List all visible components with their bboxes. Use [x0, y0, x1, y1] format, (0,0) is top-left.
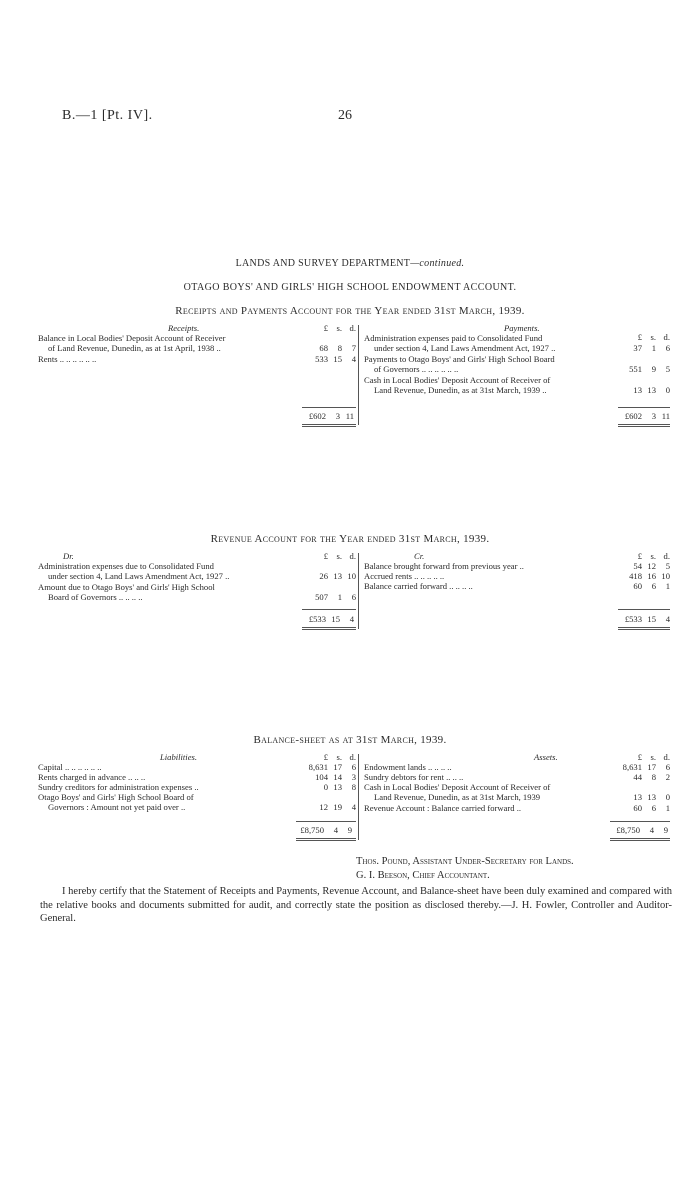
asset-row: Revenue Account : Balance carried forward .. 60 6 1: [364, 803, 670, 813]
revenue-account-title: Revenue Account for the Year ended 31st March, 1939.: [210, 533, 490, 545]
liability-row: Rents charged in advance .. .. .. 104 14 3: [38, 772, 356, 782]
liabilities-total: £8,750 4 9: [300, 825, 352, 835]
payment-row: Payments to Otago Boys' and Girls' High School Board of Governors .. .. .. .. .. .. 551 9 5: [364, 354, 670, 375]
credit-side: Cr. £ s. d. Balance brought forward from previous year .. 54 12 5 Accrued rents .. .. .. .. .. 418 16 10 Balance carried forward .. .. .. .. 60 6 1: [364, 551, 670, 591]
payments-side: [364, 323, 670, 396]
balance-sheet: [38, 752, 670, 847]
payments-total: £602 3 11: [624, 411, 670, 421]
debit-row: Amount due to Otago Boys' and Girls' High School Board of Governors .. .. .. .. 507 1 6: [38, 582, 356, 603]
report-reference: B.—1 [Pt. IV].: [62, 108, 153, 123]
liabilities-caption: Liabilities.: [160, 752, 198, 762]
audit-certificate: I hereby certify that the Statement of Receipts and Payments, Revenue Account, and Balance-sheet have been duly examined and compared with the relative books and documents submitted for audit, and correctly state the position as disclosed thereby.—J. H. Fowler, Controller and Auditor-General.: [40, 886, 672, 924]
liability-row: Sundry creditors for administration expenses .. 0 13 8: [38, 782, 356, 792]
debit-total: £533 15 4: [308, 614, 354, 624]
receipt-row: Rents .. .. .. .. .. .. 533 15 4: [38, 354, 356, 364]
payment-row: Administration expenses paid to Consolidated Fund under section 4, Land Laws Amendment Act, 1927 .. £ s. d. 37 1 6: [364, 332, 670, 354]
liability-row: Otago Boys' and Girls' High School Board of Governors : Amount not yet paid over .. 12 19 4: [38, 792, 356, 813]
receipts-caption: Receipts.: [168, 323, 200, 333]
credit-total: £533 15 4: [624, 614, 670, 624]
credit-row: Balance brought forward from previous year .. 54 12 5: [364, 561, 670, 571]
debit-row: Administration expenses due to Consolidated Fund under section 4, Land Laws Amendment Act, 1927 .. 26 13 10: [38, 561, 356, 582]
receipts-side: [38, 323, 356, 364]
signature-line: Thos. Pound, Assistant Under-Secretary for Lands.: [356, 856, 574, 867]
debit-caption: Dr.: [63, 551, 74, 561]
asset-row: Cash in Local Bodies' Deposit Account of Receiver of Land Revenue, Dunedin, as at 31st March, 1939 13 13 0: [364, 782, 670, 803]
receipts-caption-row: [38, 323, 356, 333]
payments-caption: Payments.: [504, 323, 540, 333]
signature-line: G. I. Beeson, Chief Accountant.: [356, 869, 490, 881]
column-divider: [358, 325, 359, 425]
department-name: LANDS AND SURVEY DEPARTMENT: [235, 258, 411, 269]
asset-row: Endowment lands .. .. .. .. 8,631 17 6: [364, 762, 670, 772]
debit-side: Dr. £ s. d. Administration expenses due to Consolidated Fund under section 4, Land Laws Amendment Act, 1927 .. 26 13 10 Amount due to Otago Boys' and Girls' High School Board of Governors .. .. .. .. 507 1 6: [38, 551, 356, 603]
asset-row: Sundry debtors for rent .. .. .. 44 8 2: [364, 772, 670, 782]
liabilities-side: Liabilities. £ s. d. Capital .. .. .. .. .. .. 8,631 17 6 Rents charged in advance .. .. .. 104 14 3 Sundry creditors for administration expenses .. 0 13 8 Otago Boys' and Girls' High School Board of Governors : Amount not yet paid over .. 12 19 4: [38, 752, 356, 813]
receipts-payments-title: Receipts and Payments Account for the Year ended 31st March, 1939.: [175, 305, 525, 317]
credit-caption: Cr.: [414, 551, 425, 561]
receipt-row: Balance in Local Bodies' Deposit Account of Receiver of Land Revenue, Dunedin, as at 1st April, 1938 .. 68 8 7: [38, 333, 356, 354]
department-continued: —continued.: [410, 258, 465, 269]
department-title: [0, 258, 700, 269]
assets-total: £8,750 4 9: [616, 825, 668, 835]
assets-side: Assets. £ s. d. Endowment lands .. .. .. .. 8,631 17 6 Sundry debtors for rent .. .. .. 44 8 2 Cash in Local Bodies' Deposit Account of Receiver of Land Revenue, Dunedin, as at 31st March, 1939 13 13 0 Revenue Account : Balance carried forward .. 60 6 1: [364, 752, 670, 813]
revenue-account: [38, 551, 670, 636]
assets-caption: Assets.: [534, 752, 558, 762]
account-title: OTAGO BOYS' AND GIRLS' HIGH SCHOOL ENDOWMENT ACCOUNT.: [183, 282, 517, 293]
balance-sheet-title: Balance-sheet as at 31st March, 1939.: [253, 734, 447, 746]
receipts-payments-account: [38, 323, 670, 433]
liability-row: Capital .. .. .. .. .. .. 8,631 17 6: [38, 762, 356, 772]
credit-row: Balance carried forward .. .. .. .. 60 6 1: [364, 581, 670, 591]
payment-row: Cash in Local Bodies' Deposit Account of Receiver of Land Revenue, Dunedin, as at 31st March, 1939 .. 13 13 0: [364, 375, 670, 396]
page-number: 26: [338, 108, 352, 123]
signatures: [356, 855, 574, 882]
currency-header: £ s. d.: [323, 323, 356, 333]
credit-row: Accrued rents .. .. .. .. .. 418 16 10: [364, 571, 670, 581]
receipts-total: £602 3 11: [308, 411, 354, 421]
